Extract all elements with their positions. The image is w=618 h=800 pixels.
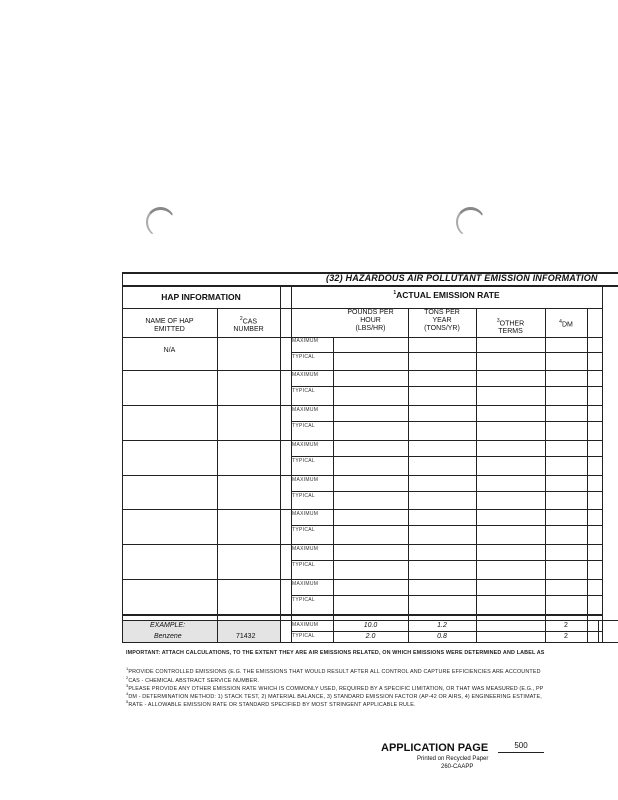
- footnote-3: $^3$PLEASE PROVIDE ANY OTHER EMISSION RATE WHICH IS COMMONLY USED, REQUIRED BY A SPECIFIC LIMITATION, OR THAT WAS MEASURED (E.G., PP: [126, 683, 544, 692]
- example-label: EXAMPLE:: [150, 622, 186, 629]
- row-label-typ-7: TYPICAL: [292, 562, 315, 568]
- footnote-1: $^1$PROVIDE CONTROLLED EMISSIONS (E.G. THE EMISSIONS THAT WOULD RESULT AFTER ALL CONTROL AND CAPTURE EFFICIENCIES ARE ACCOUNTED: [126, 666, 541, 675]
- example-max-lbs: 10.0: [363, 622, 378, 629]
- row-label-typ-example: TYPICAL: [292, 633, 315, 639]
- row-label-typ-4: TYPICAL: [292, 458, 315, 464]
- example-max-tons: 1.2: [437, 622, 447, 629]
- col-cas-number: $^2$CAS NUMBER: [233, 316, 264, 334]
- recycled-paper-note: Printed on Recycled Paper: [417, 756, 489, 762]
- row-label-max-1: MAXIMUM: [292, 338, 319, 344]
- page-number: 500: [514, 741, 528, 750]
- row-label-typ-6: TYPICAL: [292, 527, 315, 533]
- hap-information-header: HAP INFORMATION: [161, 292, 241, 302]
- important-note: IMPORTANT: ATTACH CALCULATIONS, TO THE EXTENT THEY ARE AIR EMISSIONS RELATED, ON WHICH EMISSIONS WERE DETERMINED AND LABEL AS: [126, 650, 545, 656]
- row-label-max-6: MAXIMUM: [292, 511, 319, 517]
- example-shading: [123, 621, 280, 642]
- col-tons-per-year: TONS PER YEAR (TONS/YR): [424, 309, 460, 332]
- example-max-dm: 2: [564, 622, 568, 629]
- application-page-label: APPLICATION PAGE: [381, 742, 489, 754]
- example-typ-dm: 2: [564, 633, 568, 640]
- example-cas-number: 71432: [236, 633, 256, 640]
- col-name-of-hap: NAME OF HAP EMITTED: [145, 318, 194, 333]
- section-title: (32) HAZARDOUS AIR POLLUTANT EMISSION INFORMATION: [326, 273, 598, 283]
- punch-hole-left: [146, 207, 175, 237]
- punch-hole-right: [456, 207, 485, 237]
- row-label-typ-1: TYPICAL: [292, 354, 315, 360]
- row-label-typ-8: TYPICAL: [292, 597, 315, 603]
- row-label-max-8: MAXIMUM: [292, 581, 319, 587]
- row-label-typ-5: TYPICAL: [292, 493, 315, 499]
- row-label-max-4: MAXIMUM: [292, 442, 319, 448]
- actual-emission-rate-header: $^1$ACTUAL EMISSION RATE: [393, 290, 500, 300]
- footnote-2: $^2$CAS - CHEMICAL ABSTRACT SERVICE NUMBER.: [126, 675, 260, 684]
- example-typ-lbs: 2.0: [365, 633, 376, 640]
- col-pounds-per-hour: POUNDS PER HOUR (LBS/HR): [347, 309, 394, 332]
- row-label-max-example: MAXIMUM: [292, 622, 319, 628]
- footnote-5: $^5$RATE - ALLOWABLE EMISSION RATE OR STANDARD SPECIFIED BY MOST STRINGENT APPLICABLE RULE.: [126, 699, 416, 708]
- row-label-max-3: MAXIMUM: [292, 407, 319, 413]
- example-hap-name: Benzene: [154, 633, 182, 640]
- row-label-max-7: MAXIMUM: [292, 546, 319, 552]
- col-dm: $^4$DM: [559, 319, 573, 329]
- footnote-4: $^4$DM - DETERMINATION METHOD: 1) STACK TEST, 2) MATERIAL BALANCE, 3) STANDARD EMISSION FACTOR (AP-42 OR AIRS, 4) ENGINEERING ESTIMATE,: [126, 691, 542, 700]
- form-code: 260-CAAPP: [441, 764, 474, 770]
- row-label-max-2: MAXIMUM: [292, 372, 319, 378]
- col-other-terms: $^3$OTHER TERMS: [496, 318, 525, 336]
- row-label-typ-3: TYPICAL: [292, 423, 315, 429]
- row-label-max-5: MAXIMUM: [292, 477, 319, 483]
- example-typ-tons: 0.8: [437, 633, 447, 640]
- row-label-typ-2: TYPICAL: [292, 388, 315, 394]
- hap-name-cell: N/A: [163, 347, 176, 354]
